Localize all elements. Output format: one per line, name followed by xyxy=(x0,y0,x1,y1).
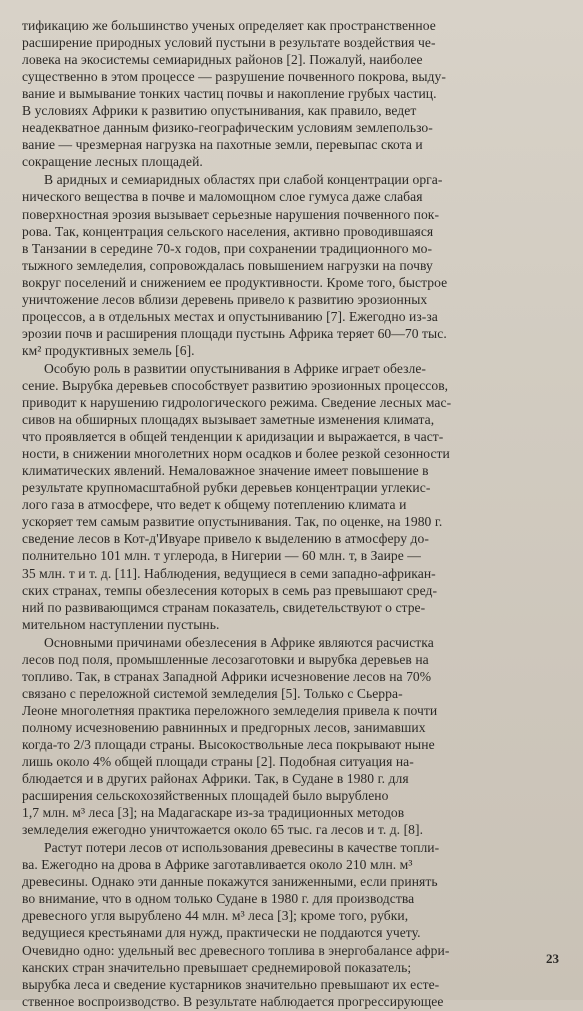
text-line: земледелия ежегодно уничтожается около 65 тыс. га лесов и т. д. [8]. xyxy=(22,822,424,838)
text-line: вырубка леса и сведение кустарников значительно превышают их есте- xyxy=(22,976,440,992)
text-line: ности, в снижении многолетних норм осадков и более резкой сезонности xyxy=(22,446,450,462)
text-line: вание и вымывание тонких частиц почвы и накопление грубых частиц. xyxy=(22,86,437,102)
page-number: 23 xyxy=(546,951,559,966)
text-line: мительном наступлении пустынь. xyxy=(22,616,220,632)
paragraph xyxy=(22,17,563,170)
text-line: ва. Ежегодно на дрова в Африке заготавливается около 210 млн. м³ xyxy=(22,857,413,873)
text-line: полнительно 101 млн. т углерода, в Нигерии — 60 млн. т, в Заире — xyxy=(22,548,421,564)
text-line: ний по развивающимся странам показатель, свидетельствуют о стре- xyxy=(22,599,426,615)
text-line: уничтожение лесов вблизи деревень привело к развитию эрозионных xyxy=(22,291,428,307)
text-line: расширения сельскохозяйственных площадей было вырублено xyxy=(22,788,389,804)
text-line: расширение природных условий пустыни в результате воздействия че- xyxy=(22,35,436,51)
text-line: климатических явлений. Немаловажное значение имеет повышение в xyxy=(22,463,429,479)
text-line: эрозии почв и расширения площади пустынь Африка теряет 60—70 тыс. xyxy=(22,325,447,341)
text-line: поверхностная эрозия вызывает серьезные нарушения почвенного пок- xyxy=(22,206,440,222)
text-line: тификацию же большинство ученых определяет как пространственное xyxy=(22,18,436,33)
text-line: вокруг поселений и снижением ее продуктивности. Кроме того, быстрое xyxy=(22,274,448,290)
text-line: Основными причинами обезлесения в Африке являются расчистка xyxy=(44,634,434,650)
body-text xyxy=(22,17,563,1011)
text-line: древесного угля вырублено 44 млн. м³ леса [3]; кроме того, рубки, xyxy=(22,908,409,924)
text-line: результате крупномасштабной рубки деревьев концентрации углекис- xyxy=(22,480,431,496)
text-line: в Танзании в середине 70-х годов, при сохранении традиционного мо- xyxy=(22,240,433,256)
text-line: 35 млн. т и т. д. [11]. Наблюдения, ведущиеся в семи западно-африкан- xyxy=(22,565,436,581)
text-line: Особую роль в развитии опустынивания в Африке играет обезле- xyxy=(44,360,426,376)
text-line: рова. Так, концентрация сельского населения, активно проводившаяся xyxy=(22,223,434,239)
text-line: сокращение лесных площадей. xyxy=(22,154,203,170)
text-line: ускоряет тем самым развитие опустынивания. Так, по оценке, на 1980 г. xyxy=(22,514,443,530)
text-line: во внимание, что в одном только Судане в 1980 г. для производства xyxy=(22,891,415,907)
text-line: Очевидно одно: удельный вес древесного топлива в энергобалансе афри- xyxy=(22,942,450,958)
text-line: существенно в этом процессе — разрушение почвенного покрова, выду- xyxy=(22,69,446,85)
text-line: ведущиеся крестьянами для нужд, практически не поддаются учету. xyxy=(22,925,421,941)
text-line: сведение лесов в Кот-д'Ивуаре привело к выделению в атмосферу до- xyxy=(22,531,429,547)
text-line: вание — чрезмерная нагрузка на пахотные земли, перевыпас скота и xyxy=(22,137,423,153)
text-line: полному исчезновению равнинных и предгорных лесов, занимавших xyxy=(22,719,426,735)
paragraph xyxy=(22,634,563,839)
text-line: топливо. Так, в странах Западной Африки исчезновение лесов на 70% xyxy=(22,668,432,684)
text-line: приводит к нарушению гидрологического режима. Сведение лесных мас- xyxy=(22,395,452,411)
text-line: когда-то 2/3 площади страны. Высокоствольные леса покрывают ныне xyxy=(22,736,435,752)
paragraph xyxy=(22,839,563,1009)
text-line: сение. Вырубка деревьев способствует развитию эрозионных процессов, xyxy=(22,377,449,393)
text-line: лого газа в атмосфере, что ведет к общему потеплению климата и xyxy=(22,497,407,513)
text-line: 1,7 млн. м³ леса [3]; на Мадагаскаре из-за традиционных методов xyxy=(22,805,405,821)
text-line: ских странах, темпы обезлесения которых в семь раз превышают сред- xyxy=(22,582,438,598)
text-line: В аридных и семиаридных областях при слабой концентрации орга- xyxy=(44,172,443,188)
text-line: км² продуктивных земель [6]. xyxy=(22,342,195,358)
paragraph xyxy=(22,360,563,633)
text-line: неадекватное данным физико-географическим условиям землепользо- xyxy=(22,120,433,136)
text-line: канских стран значительно превышает среднемировой показатель; xyxy=(22,959,412,975)
text-line: лишь около 4% общей площади страны [2]. Подобная ситуация на- xyxy=(22,754,414,770)
text-line: В условиях Африки к развитию опустынивания, как правило, ведет xyxy=(22,103,417,119)
text-line: сивов на обширных площадях вызывает заметные изменения климата, xyxy=(22,412,435,428)
text-line: ловека на экосистемы семиаридных районов [2]. Пожалуй, наиболее xyxy=(22,52,423,68)
text-line: древесины. Однако эти данные покажутся заниженными, если принять xyxy=(22,874,438,890)
text-line: связано с переложной системой земледелия [5]. Только с Сьерра- xyxy=(22,685,403,701)
text-line: нического вещества в почве и маломощном слое гумуса даже слабая xyxy=(22,189,423,205)
text-line: тыжного земледелия, сопровождалась повышением нагрузки на почву xyxy=(22,257,433,273)
text-line: блюдается и в других районах Африки. Так, в Судане в 1980 г. для xyxy=(22,771,409,787)
text-line: Леоне многолетняя практика переложного земледелия привела к почти xyxy=(22,702,438,718)
paragraph xyxy=(22,171,563,359)
text-line: ственное воспроизводство. В результате наблюдается прогрессирующее xyxy=(22,993,444,1009)
text-line: лесов под поля, промышленные лесозаготовки и вырубка деревьев на xyxy=(22,651,429,667)
text-line: Растут потери лесов от использования древесины в качестве топли- xyxy=(44,840,440,856)
text-line: что проявляется в общей тенденции к аридизации и выражается, в част- xyxy=(22,429,444,445)
text-line: процессов, а в отдельных местах и опустыниванию [7]. Ежегодно из-за xyxy=(22,308,438,324)
